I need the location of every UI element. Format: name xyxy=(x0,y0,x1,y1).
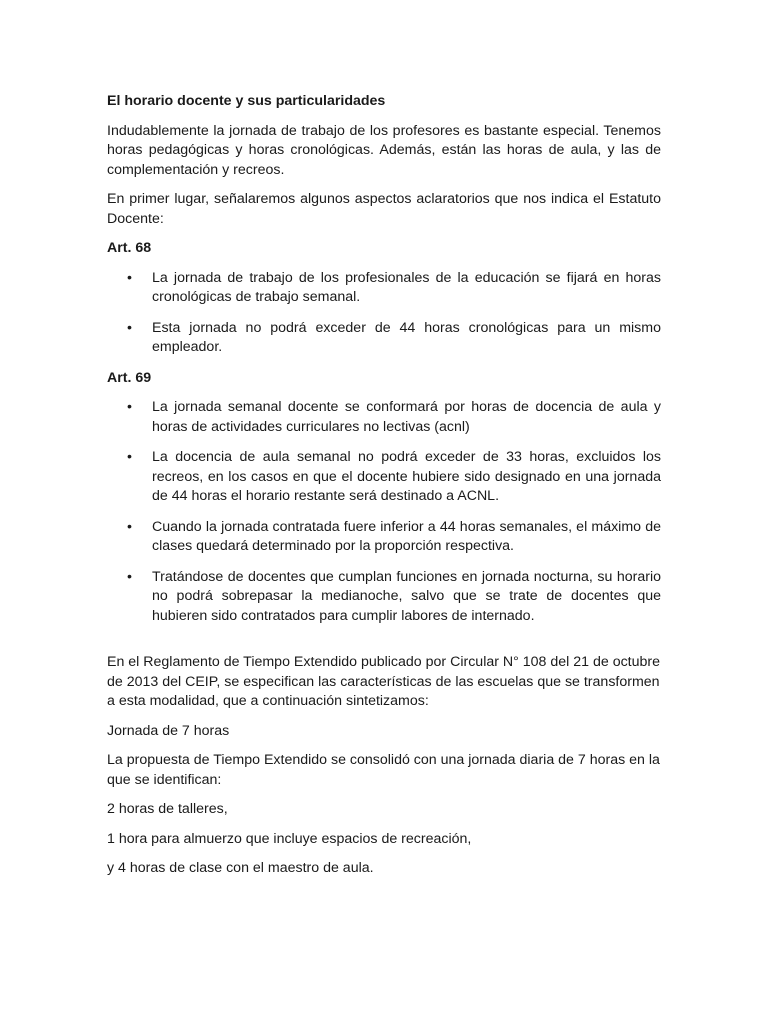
bullet-icon: • xyxy=(127,399,132,415)
list-item xyxy=(107,319,661,358)
closing-paragraph: 1 hora para almuerzo que incluye espacios de recreación, xyxy=(107,830,472,847)
closing-paragraph: La propuesta de Tiempo Extendido se consolidó con una jornada diaria de 7 horas en la que se identifican: xyxy=(107,752,660,788)
article-69-heading: Art. 69 xyxy=(107,369,152,386)
closing-paragraph: y 4 horas de clase con el maestro de aula. xyxy=(107,860,374,876)
list-item xyxy=(107,568,661,627)
article-68-heading: Art. 68 xyxy=(107,240,152,256)
closing-paragraph: En el Reglamento de Tiempo Extendido publicado por Circular N° 108 del 21 de octubre de 2013 del CEIP, se especifican las características de las escuelas que se transformen a esta modalidad, que a continuación sintetizamos: xyxy=(107,654,661,709)
section-spacer xyxy=(107,637,661,653)
bullet-icon: • xyxy=(127,518,132,535)
list-item-text: Cuando la jornada contratada fuere inferior a 44 horas semanales, el máximo de clases quedará determinado por la proporción respectiva. xyxy=(152,518,661,554)
list-item-text: La jornada de trabajo de los profesionales de la educación se fijará en horas cronológicas de trabajo semanal. xyxy=(152,269,661,305)
list-item-text: Tratándose de docentes que cumplan funciones en jornada nocturna, su horario no podrá sobrepasar la medianoche, salvo que se trate de docentes que hubieren sido contratados para cumplir labores de internado. xyxy=(152,568,661,624)
bullet-icon: • xyxy=(127,319,132,336)
intro-paragraph: En primer lugar, señalaremos algunos aspectos aclaratorios que nos indica el Estatuto Docente: xyxy=(107,191,661,227)
list-item-text: Esta jornada no podrá exceder de 44 horas cronológicas para un mismo empleador. xyxy=(152,319,661,355)
list-item-text: La jornada semanal docente se conformará por horas de docencia de aula y horas de actividades curriculares no lectivas (acnl) xyxy=(152,399,661,435)
closing-paragraph: 2 horas de talleres, xyxy=(107,801,228,817)
bullet-icon: • xyxy=(127,269,132,286)
article-68-list xyxy=(107,269,661,358)
list-item xyxy=(107,448,661,507)
intro-paragraph: Indudablemente la jornada de trabajo de los profesores es bastante especial. Tenemos horas pedagógicas y horas cronológicas. Además, están las horas de aula, y las de complementación y recreos. xyxy=(107,122,661,178)
list-item xyxy=(107,269,661,308)
list-item xyxy=(107,518,661,557)
document-title: El horario docente y sus particularidades xyxy=(107,93,386,109)
closing-paragraph: Jornada de 7 horas xyxy=(107,722,230,739)
bullet-icon: • xyxy=(127,568,132,585)
article-69-list xyxy=(107,398,661,626)
list-item xyxy=(107,398,661,437)
list-item-text: La docencia de aula semanal no podrá exceder de 33 horas, excluidos los recreos, en los casos en que el docente hubiere sido designado en una jornada de 44 horas el horario restante será destinado a ACNL. xyxy=(152,449,661,504)
bullet-icon: • xyxy=(127,449,132,465)
